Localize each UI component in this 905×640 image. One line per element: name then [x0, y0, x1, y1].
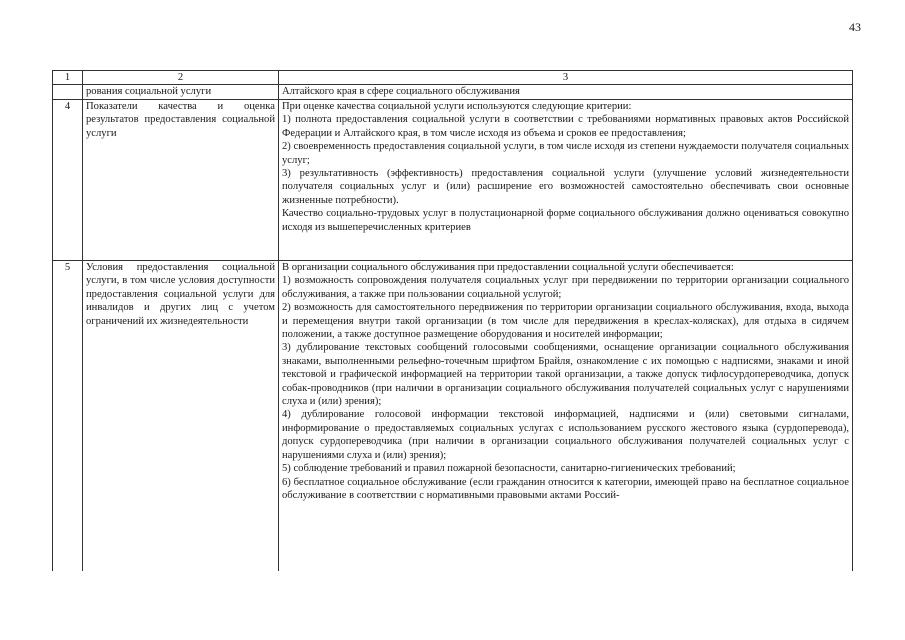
condition-3: 3) дублирование текстовых сообщений голосовыми сообщениями, оснащение организации социального обслуживания знаками, выполненными рельефно-точечным шрифтом Брайля, ознакомление с их помощью с надписями, знаками и иной текстовой и графической информацией на территории такой организации, а также допуск тифлосурдопереводчика, допуск собак-проводников (при наличии в организации социального обслуживания получателей социальных услуг с нарушениями слуха и (или) зрения);	[282, 342, 849, 408]
row-name-cell: Условия предоставления социальной услуги, в том числе условия доступности предоставления социальной услуги для инвалидов и других лиц с учетом ограничений их жизнедеятельности	[83, 261, 279, 572]
table-row	[53, 261, 853, 572]
criterion-3: 3) результативность (эффективность) предоставления социальной услуги (улучшение условий жизнедеятельности получателя социальных услуг и (или) расширение его возможностей самостоятельно обеспечивать свои основные жизненные потребности).	[282, 168, 849, 206]
column-number-1: 1	[53, 71, 83, 85]
row-number: 5	[53, 261, 83, 572]
criterion-1: 1) полнота предоставления социальной услуги в соответствии с требованиями нормативных правовых актов Российской Федерации и Алтайского края, в том числе исходя из объема и сроков ее предоставления;	[282, 114, 849, 139]
row-name-cell: Показатели качества и оценка результатов предоставления социальной услуги	[83, 100, 279, 261]
page-number: 43	[849, 20, 861, 34]
continuation-desc-cell: Алтайского края в сфере социального обслуживания	[279, 85, 853, 100]
condition-6: 6) бесплатное социальное обслуживание (если гражданин относится к категории, имеющей право на бесплатное социальное обслуживание в соответствии с нормативными правовыми актами Россий-	[282, 476, 849, 501]
services-table	[52, 70, 853, 571]
continuation-name-cell: рования социальной услуги	[83, 85, 279, 100]
continuation-num-cell	[53, 85, 83, 100]
condition-2: 2) возможность для самостоятельного передвижения по территории организации социального обслуживания, входа, выхода и перемещения внутри такой организации (в том числе для передвижения в креслах-колясках), для отдыха в сидячем положении, а также доступное размещение оборудования и носителей информации;	[282, 302, 849, 341]
table-header-row	[53, 71, 853, 85]
row-description-cell	[279, 100, 853, 261]
condition-4: 4) дублирование голосовой информации текстовой информацией, надписями и (или) световыми сигналами, информирование о предоставляемых социальных услугах с использованием русского жестового языка (сурдоперевода), допуск сурдопереводчика (при наличии в организации социального обслуживания получателей социальных услуг с нарушениями слуха и (или) зрения);	[282, 409, 849, 461]
criteria-conclusion: Качество социально-трудовых услуг в полустационарной форме социального обслуживания должно оцениваться совокупно исходя из вышеперечисленных критериев	[282, 208, 849, 233]
column-number-3: 3	[279, 71, 853, 85]
condition-1: 1) возможность сопровождения получателя социальных услуг при передвижении по территории организации социального обслуживания, а также при пользовании социальной услугой;	[282, 275, 849, 300]
row-number: 4	[53, 100, 83, 261]
row-description-cell	[279, 261, 853, 572]
conditions-intro: В организации социального обслуживания при предоставлении социальной услуги обеспечивается:	[282, 262, 734, 273]
criteria-intro: При оценке качества социальной услуги используются следующие критерии:	[282, 101, 632, 112]
criterion-2: 2) своевременность предоставления социальной услуги, в том числе исходя из степени нуждаемости получателя социальных услуг;	[282, 141, 849, 166]
table-row	[53, 100, 853, 261]
condition-5: 5) соблюдение требований и правил пожарной безопасности, санитарно-гигиенических требований;	[282, 463, 736, 475]
column-number-2: 2	[83, 71, 279, 85]
continuation-row	[53, 85, 853, 100]
